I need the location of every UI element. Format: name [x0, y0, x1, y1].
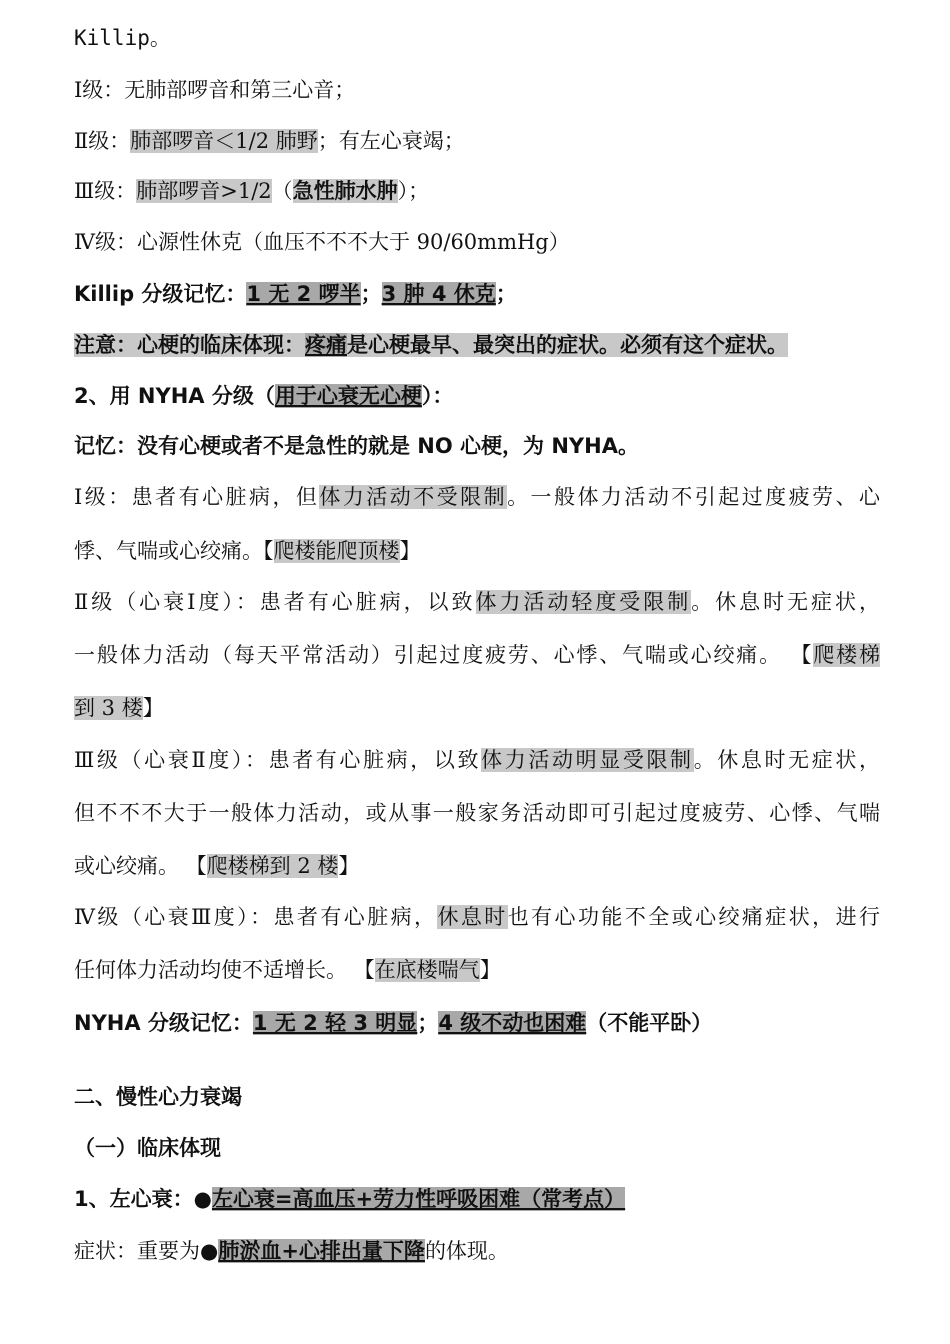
line-nyha-grade-2-end: 到 3 楼】: [74, 696, 164, 720]
highlight: 爬楼梯到 2 楼: [206, 854, 339, 878]
highlight: 3 肿 4 休克: [381, 282, 496, 306]
highlight: 疼痛: [305, 333, 347, 357]
line-nyha-grade-4-cont: 任何体力活动均使不适增长。 【在底楼喘气】: [74, 958, 501, 982]
highlight: 急性肺水肿: [292, 179, 398, 203]
highlight: 用于心衰无心梗: [274, 384, 422, 408]
line-nyha-grade-2-cont: 一般体力活动（每天平常活动）引起过度疲劳、心悸、气喘或心绞痛。 【爬楼梯: [74, 643, 880, 667]
line-killip-grade-1: Ⅰ级：无肺部啰音和第三心音；: [74, 78, 356, 102]
highlight: 肺淤血+心排出量下降: [218, 1239, 425, 1263]
line-left-heart-failure: 1、左心衰：●左心衰=高血压+劳力性呼吸困难（常考点）: [74, 1187, 626, 1211]
highlight: 1 无 2 轻 3 明显: [252, 1011, 418, 1035]
line-nyha-grade-4: Ⅳ级（心衰Ⅲ度）：患者有心脏病，休息时也有心功能不全或心绞痛症状，进行: [74, 905, 881, 929]
line-nyha-grade-3-cont: 但不不不大于一般体力活动，或从事一般家务活动即可引起过度疲劳、心悸、气喘: [74, 801, 880, 825]
highlight: 4 级不动也困难: [438, 1011, 587, 1035]
line-nyha-grade-3-end: 或心绞痛。 【爬楼梯到 2 楼】: [74, 854, 360, 878]
highlight: 1 无 2 啰半: [246, 282, 361, 306]
line-killip-grade-2: Ⅱ级：肺部啰音＜1/2 肺野；有左心衰竭；: [74, 129, 465, 153]
line-killip-intro: Killip。: [74, 26, 171, 50]
line-nyha-memory: NYHA 分级记忆：1 无 2 轻 3 明显；4 级不动也困难（不能平卧）: [74, 1011, 713, 1035]
section-heading: 二、慢性心力衰竭: [74, 1085, 242, 1109]
line-nyha-heading: 2、用 NYHA 分级（用于心衰无心梗）：: [74, 384, 454, 408]
highlight: 体力活动明显受限制: [481, 748, 694, 772]
line-nyha-grade-1: Ⅰ级：患者有心脏病，但体力活动不受限制。一般体力活动不引起过度疲劳、心: [74, 485, 881, 509]
line-nyha-grade-3: Ⅲ级（心衰Ⅱ度）：患者有心脏病，以致体力活动明显受限制。休息时无症状，: [74, 748, 881, 772]
line-nyha-grade-1-cont: 悸、气喘或心绞痛。【爬楼能爬顶楼】: [74, 539, 421, 563]
highlight: 肺部啰音＜1/2 肺野: [130, 129, 318, 153]
line-symptoms: 症状：重要为●肺淤血+心排出量下降的体现。: [74, 1239, 509, 1263]
highlight: 左心衰=高血压+劳力性呼吸困难（常考点）: [211, 1187, 626, 1211]
line-killip-grade-4: Ⅳ级：心源性休克（血压不不不大于 90/60mmHg）: [74, 230, 570, 254]
highlight: 休息时: [437, 905, 508, 929]
line-killip-grade-3: Ⅲ级：肺部啰音>1/2（急性肺水肿）；: [74, 179, 430, 203]
highlight: 肺部啰音>1/2: [136, 179, 272, 203]
line-killip-memory: Killip 分级记忆：1 无 2 啰半；3 肿 4 休克；: [74, 282, 517, 306]
subsection-heading: （一）临床体现: [74, 1136, 221, 1160]
highlight: 在底楼喘气: [374, 958, 480, 982]
highlight: 爬楼梯: [813, 643, 880, 667]
line-nyha-grade-2: Ⅱ级（心衰Ⅰ度）：患者有心脏病，以致体力活动轻度受限制。休息时无症状，: [74, 590, 880, 614]
line-nyha-memory-note: 记忆：没有心梗或者不是急性的就是 NO 心梗，为 NYHA。: [74, 434, 639, 458]
highlight: 爬楼能爬顶楼: [273, 539, 400, 563]
highlight: 体力活动轻度受限制: [475, 590, 692, 614]
highlight: 体力活动不受限制: [319, 485, 508, 509]
highlight: 到 3 楼: [74, 696, 143, 720]
line-note: 注意：心梗的临床体现：疼痛是心梗最早、最突出的症状。必须有这个症状。: [74, 333, 788, 357]
